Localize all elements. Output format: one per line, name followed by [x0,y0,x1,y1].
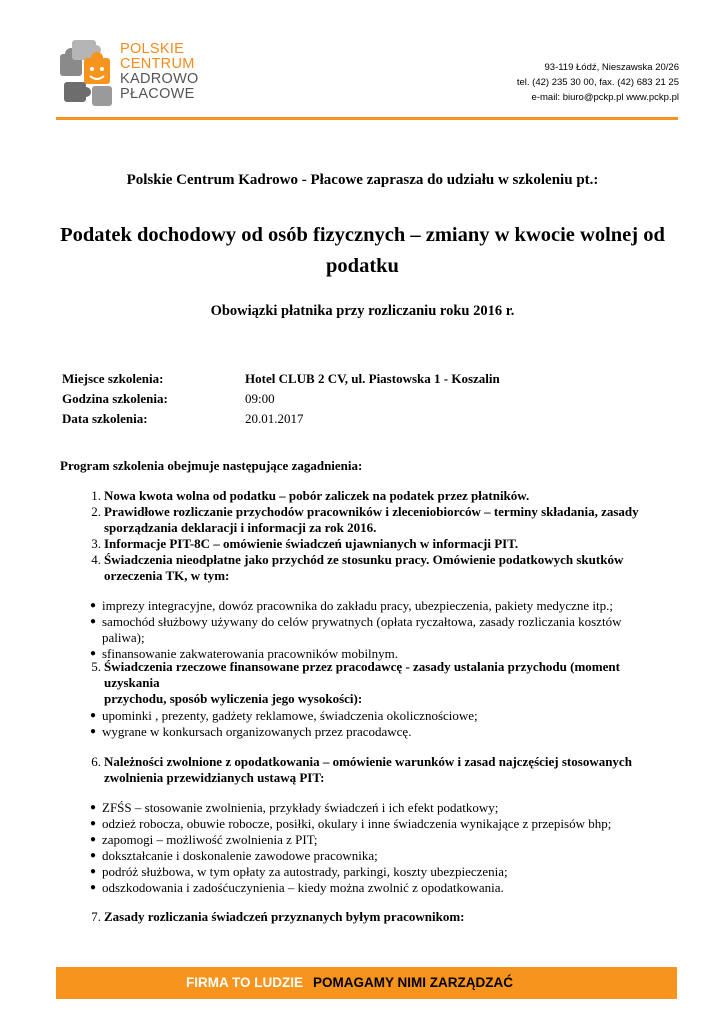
bullet-item: ● sfinansowanie zakwaterowania pracowników mobilnym. [90,646,399,661]
contact-email-web[interactable]: e-mail: biuro@pckp.pl www.pckp.pl [531,92,679,103]
info-label: Miejsce szkolenia: [62,371,164,386]
bullet-dot-icon: ● [90,818,97,829]
numbered-list [83,909,644,925]
bullet-item: ● imprezy integracyjne, dowóz pracownika do zakładu pracy, ubezpieczenia, pakiety medyczne itp.; [90,598,613,613]
list-item [83,536,644,552]
bullet-item: ● odszkodowania i zadośćuczynienia – kiedy można zwolnić z opodatkowania. [90,880,504,895]
item-number: 2. [91,504,101,519]
list-item [83,504,644,536]
bullet-list [90,708,662,740]
footer-slogan [186,975,513,990]
bullet-dot-icon: ● [90,648,97,659]
bullet-item: ● dokształcanie i doskonalenie zawodowe pracownika; [90,848,378,863]
logo-line: KADROWO [120,71,199,87]
bullet-dot-icon: ● [90,600,97,611]
numbered-list [83,754,644,786]
numbered-list [83,659,644,707]
item-line: Prawidłowe rozliczanie przychodów pracowników i zleceniobiorców – terminy składania, zasady [104,504,639,519]
item-number: 5. [91,659,101,674]
footer-slogan-part1: FIRMA TO LUDZIE [186,975,303,990]
bullet-item: ● odzież robocza, obuwie robocze, posiłki, okulary i inne świadczenia wynikające z przepisów bhp; [90,816,612,831]
numbered-list [83,488,644,584]
header-divider [56,117,678,120]
logo-line: POLSKIE [120,41,185,57]
item-line: zwolnienia przewidzianych ustawą PIT: [104,770,325,785]
bullet-item: ● podróż służbowa, w tym opłaty za autostrady, parkingi, koszty ubezpieczenia; [90,864,508,879]
contact-phones: tel. (42) 235 30 00, fax. (42) 683 21 25 [516,77,679,88]
bullet-dot-icon: ● [90,866,97,877]
contact-block [517,60,679,105]
info-label: Data szkolenia: [62,411,148,426]
item-line: sporządzania deklaracji i informacji za rok 2016. [104,520,377,535]
bullet-dot-icon: ● [90,882,97,893]
bullet-dot-icon: ● [90,710,97,721]
info-value: 09:00 [245,391,275,406]
item-line: Świadczenia nieodpłatne jako przychód ze stosunku pracy. Omówienie podatkowych skutków [104,552,624,567]
info-row-date [62,409,500,429]
list-item [83,659,644,707]
bullet-dot-icon: ● [90,834,97,845]
item-line: Nowa kwota wolna od podatku – pobór zaliczek na podatek przez płatników. [104,488,530,503]
letterhead [0,0,725,120]
info-row-place [62,369,500,389]
list-item [83,754,644,786]
bullet-list [90,598,662,662]
list-item [83,552,644,584]
bullet-dot-icon: ● [90,726,97,737]
item-number: 3. [91,536,101,551]
logo-line: CENTRUM [120,56,195,72]
info-value: 20.01.2017 [245,411,304,426]
item-number: 4. [91,552,101,567]
item-line: przychodu, sposób wyliczenia jego wysokości): [104,691,363,706]
program-heading: Program szkolenia obejmuje następujące zagadnienia: [60,458,363,473]
list-item [83,909,644,925]
bullet-item: ● zapomogi – możliwość zwolnienia z PIT; [90,832,318,847]
item-line: Informacje PIT-8C – omówienie świadczeń ujawnianych w informacji PIT. [104,536,519,551]
training-info [62,369,500,429]
bullet-list [90,800,662,896]
subtitle: Obowiązki płatnika przy rozliczaniu roku 2016 r. [210,303,515,319]
info-row-time [62,389,500,409]
page-title [56,220,669,282]
intro-text: Polskie Centrum Kadrowo - Płacowe zaprasza do udziału w szkoleniu pt.: [126,172,599,188]
bullet-item: ● upominki , prezenty, gadżety reklamowe, świadczenia okolicznościowe; [90,708,478,723]
info-label: Godzina szkolenia: [62,391,168,406]
item-line: orzeczenia TK, w tym: [104,568,230,583]
title-line: Podatek dochodowy od osób fizycznych – zmiany w kwocie wolnej od [60,224,665,246]
footer-banner [56,967,677,999]
logo-wordmark [120,42,199,102]
item-line: Należności zwolnione z opodatkowania – omówienie warunków i zasad najczęściej stosowanych [104,754,632,769]
item-line: Zasady rozliczania świadczeń przyznanych byłym pracownikom: [104,909,465,924]
bullet-dot-icon: ● [90,616,97,627]
item-number: 6. [91,754,101,769]
logo-line: PŁACOWE [120,86,195,102]
item-number: 7. [91,909,101,924]
list-item [83,488,644,504]
bullet-item: ● wygrane w konkursach organizowanych przez pracodawcę. [90,724,412,739]
contact-address: 93-119 Łódź, Nieszawska 20/26 [544,62,679,73]
info-value: Hotel CLUB 2 CV, ul. Piastowska 1 - Koszalin [245,371,500,386]
bullet-dot-icon: ● [90,850,97,861]
item-line: Świadczenia rzeczowe finansowane przez pracodawcę - zasady ustalania przychodu (moment uzyskania [104,659,620,690]
bullet-item: ● samochód służbowy używany do celów prywatnych (opłata ryczałtowa, zasady rozliczania kosztów paliwa); [90,614,622,645]
item-number: 1. [91,488,101,503]
title-line: podatku [326,255,399,277]
footer-slogan-part2: POMAGAMY NIMI ZARZĄDZAĆ [313,975,513,990]
bullet-dot-icon: ● [90,802,97,813]
bullet-item: ● ZFŚS – stosowanie zwolnienia, przykłady świadczeń i ich efekt podatkowy; [90,800,499,815]
